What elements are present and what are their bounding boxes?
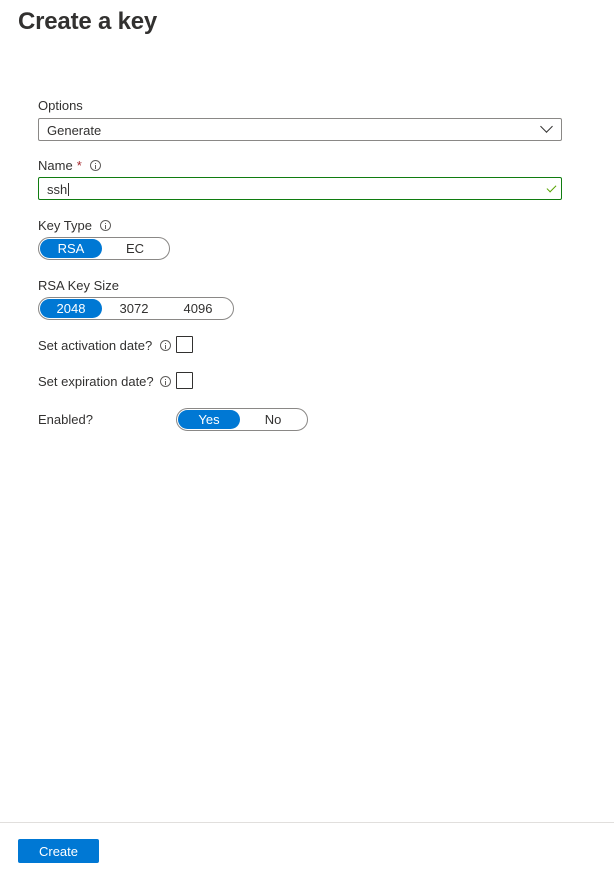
rsa-key-size-option-3072[interactable]: 3072 xyxy=(119,301,149,316)
info-icon[interactable] xyxy=(100,220,111,231)
footer-divider xyxy=(0,822,614,823)
enabled-toggle[interactable] xyxy=(176,408,308,431)
key-type-option-rsa[interactable]: RSA xyxy=(40,239,102,258)
enabled-label xyxy=(38,412,93,427)
rsa-key-size-toggle[interactable] xyxy=(38,297,234,320)
name-input[interactable] xyxy=(38,177,562,200)
enabled-option-no[interactable]: No xyxy=(264,412,282,427)
rsa-key-size-option-4096[interactable]: 4096 xyxy=(183,301,213,316)
required-indicator: * xyxy=(76,158,82,173)
key-type-option-ec[interactable]: EC xyxy=(125,241,145,256)
rsa-key-size-option-2048[interactable]: 2048 xyxy=(40,299,102,318)
key-type-toggle[interactable] xyxy=(38,237,170,260)
rsa-key-size-label-text: RSA Key Size xyxy=(38,278,119,293)
rsa-key-size-label xyxy=(38,278,119,293)
info-icon[interactable] xyxy=(90,160,101,171)
enabled-option-yes[interactable]: Yes xyxy=(178,410,240,429)
options-label-text: Options xyxy=(38,98,83,113)
chevron-down-icon xyxy=(540,120,553,133)
expiration-date-checkbox[interactable] xyxy=(176,372,193,389)
text-cursor xyxy=(68,183,69,196)
expiration-date-label xyxy=(38,374,171,389)
activation-date-label xyxy=(38,338,171,353)
key-type-label-text: Key Type xyxy=(38,218,92,233)
name-label-text: Name xyxy=(38,158,73,173)
options-dropdown[interactable] xyxy=(38,118,562,141)
activation-date-label-text: Set activation date? xyxy=(38,338,153,353)
options-selected-value: Generate xyxy=(47,123,102,138)
activation-date-checkbox[interactable] xyxy=(176,336,193,353)
page-title: Create a key xyxy=(18,8,158,35)
enabled-label-text: Enabled? xyxy=(38,412,93,427)
info-icon[interactable] xyxy=(160,340,171,351)
info-icon[interactable] xyxy=(160,376,171,387)
options-label xyxy=(38,98,83,113)
checkmark-icon xyxy=(547,183,557,193)
name-input-value: ssh xyxy=(47,182,68,197)
expiration-date-label-text: Set expiration date? xyxy=(38,374,154,389)
key-type-label xyxy=(38,218,111,233)
name-label xyxy=(38,158,101,173)
create-button[interactable]: Create xyxy=(18,839,99,863)
